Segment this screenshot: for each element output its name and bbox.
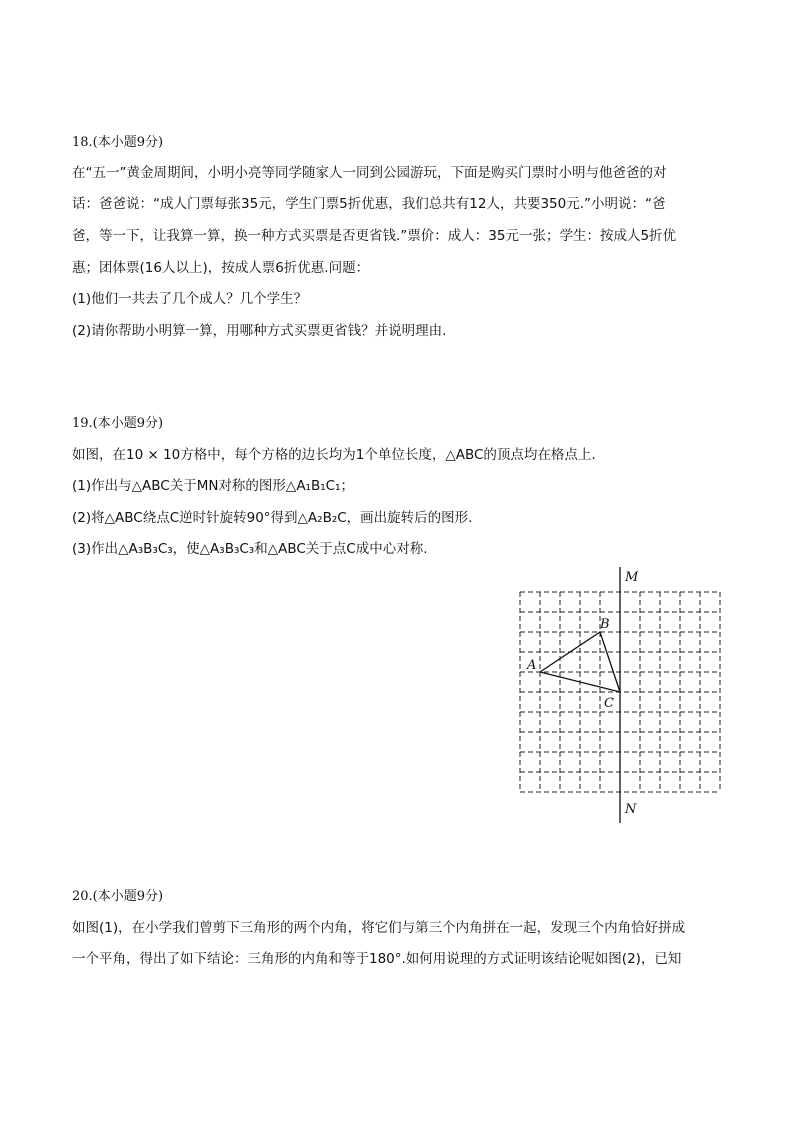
q19-grid-figure	[500, 565, 730, 825]
q19-sub-question-1: (1)作出与△ABC关于MN对称的图形△A₁B₁C₁；	[72, 478, 354, 494]
q19-heading: 19.(本小题9分)	[72, 416, 164, 431]
q18-text-line-4: 惠；团体票(16人以上)，按成人票6折优惠.问题：	[72, 260, 370, 276]
q18-heading: 18.(本小题9分)	[72, 135, 164, 150]
q18-text-line-2: 话：爸爸说：“成人门票每张35元，学生门票5折优惠，我们总共有12人，共要350元.”小明说：“爸	[72, 196, 666, 212]
label-b: B	[600, 617, 610, 632]
q20-text-line-2: 一个平角，得出了如下结论：三角形的内角和等于180°.如何用说理的方式证明该结论呢如图(2)，已知	[72, 951, 682, 967]
label-n: N	[625, 802, 637, 817]
q18-sub-question-1: (1)他们一共去了几个成人？几个学生？	[72, 291, 308, 307]
q19-sub-question-2: (2)将△ABC绕点C逆时针旋转90°得到△A₂B₂C，画出旋转后的图形.	[72, 510, 473, 526]
q18-sub-question-2: (2)请你帮助小明算一算，用哪种方式买票更省钱？并说明理由.	[72, 323, 447, 339]
label-c: C	[604, 696, 614, 711]
q20-text-line-1: 如图(1)，在小学我们曾剪下三角形的两个内角，将它们与第三个内角拼在一起，发现三个内角恰好拼成	[72, 920, 686, 936]
grid-figure-svg	[500, 565, 730, 825]
label-m: M	[625, 570, 639, 585]
q19-intro: 如图，在10 × 10方格中，每个方格的边长均为1个单位长度，△ABC的顶点均在格点上.	[72, 447, 596, 463]
q19-sub-question-3: (3)作出△A₃B₃C₃，使△A₃B₃C₃和△ABC关于点C成中心对称.	[72, 541, 428, 557]
q18-text-line-3: 爸，等一下，让我算一算，换一种方式买票是否更省钱.”票价：成人：35元一张；学生：按成人5折优	[72, 228, 677, 244]
q20-heading: 20.(本小题9分)	[72, 889, 164, 904]
label-a: A	[527, 658, 537, 673]
q18-text-line-1: 在“五一”黄金周期间，小明小亮等同学随家人一同到公园游玩，下面是购买门票时小明与他爸爸的对	[72, 165, 667, 181]
